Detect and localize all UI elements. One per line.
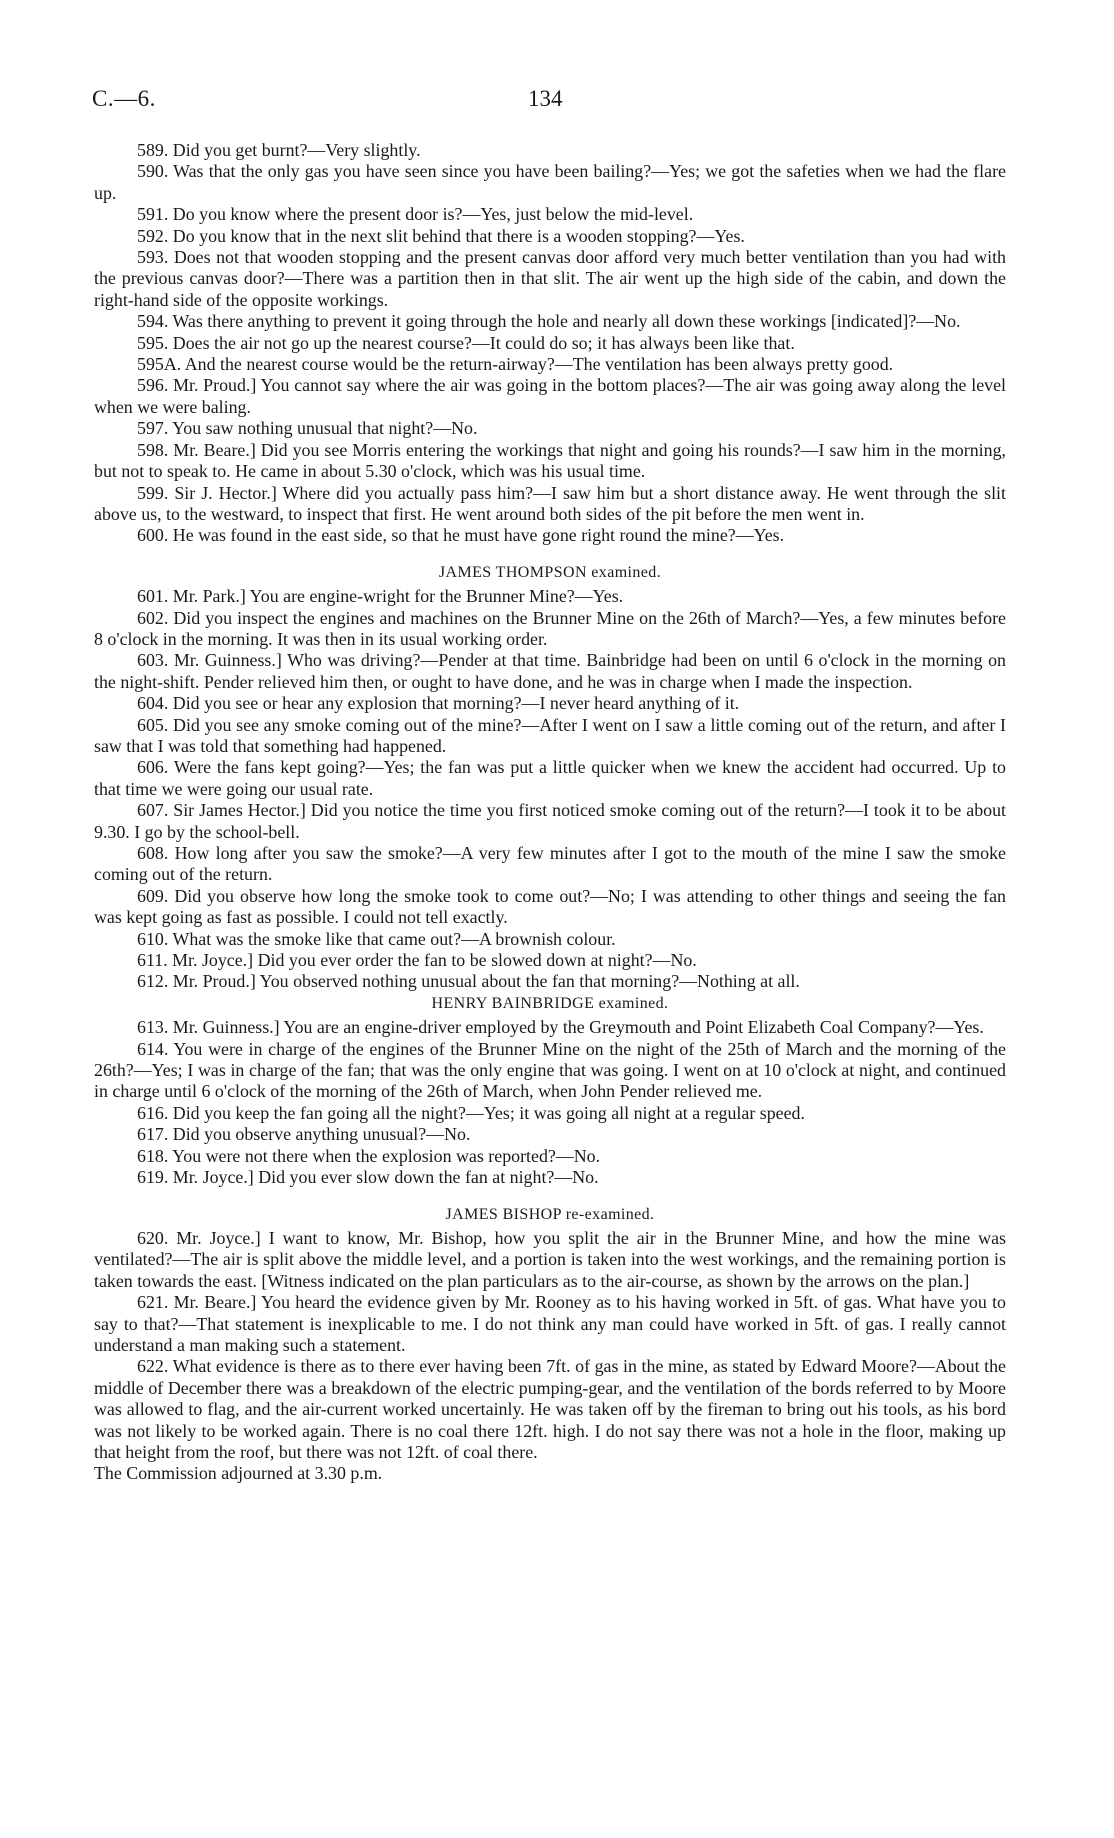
paragraph: 601. Mr. Park.] You are engine-wright for the Brunner Mine?—Yes. <box>137 586 624 607</box>
paragraph: 595A. And the nearest course would be the return-airway?—The ventilation has been always pretty good. <box>137 354 894 375</box>
document-code: C.—6. <box>92 86 156 111</box>
paragraph: 597. You saw nothing unusual that night?—No. <box>137 418 478 439</box>
paragraph: 619. Mr. Joyce.] Did you ever slow down the fan at night?—No. <box>137 1167 599 1188</box>
evidence-section-1 <box>94 140 1006 547</box>
page-number: 134 <box>528 86 563 111</box>
paragraph: 589. Did you get burnt?—Very slightly. <box>137 140 421 160</box>
section-heading-bishop: JAMES BISHOP re-examined. <box>445 1205 655 1223</box>
paragraph: 621. Mr. Beare.] You heard the evidence given by Mr. Rooney as to his having worked in 5ft. of gas. What have you to say to that?—That statement is inexplicable to me. I do not think any man could have worked in 5ft. of gas. I really cannot understand a man making such a statement. <box>94 1292 1006 1355</box>
paragraph: 598. Mr. Beare.] Did you see Morris entering the workings that night and going his rounds?—I saw him in the morning, but not to speak to. He came in about 5.30 o'clock, which was his usual time. <box>94 439 1006 482</box>
document-body <box>94 140 1006 1485</box>
evidence-section-4 <box>94 1228 1006 1463</box>
paragraph: 591. Do you know where the present door is?—Yes, just below the mid-level. <box>137 204 694 225</box>
paragraph: 599. Sir J. Hector.] Where did you actually pass him?—I saw him but a short distance away. He went through the slit above us, to the westward, to inspect that first. He went around both sides of the pit before the men went in. <box>94 482 1006 524</box>
evidence-section-2 <box>94 586 1006 993</box>
paragraph: 604. Did you see or hear any explosion that morning?—I never heard anything of it. <box>137 693 740 714</box>
paragraph: 617. Did you observe anything unusual?—No. <box>137 1124 471 1145</box>
section-heading-thompson: JAMES THOMPSON examined. <box>438 563 662 581</box>
paragraph: 600. He was found in the east side, so that he must have gone right round the mine?—Yes. <box>137 525 785 546</box>
paragraph: 609. Did you observe how long the smoke took to come out?—No; I was attending to other things and seeing the fan was kept going as fast as possible. I could not tell exactly. <box>94 885 1006 928</box>
paragraph: 594. Was there anything to prevent it going through the hole and nearly all down these workings [indicated]?—No. <box>137 311 961 332</box>
paragraph: 606. Were the fans kept going?—Yes; the fan was put a little quicker when we knew the accident had occurred. Up to that time we were going our usual rate. <box>94 757 1006 799</box>
paragraph: 605. Did you see any smoke coming out of the mine?—After I went on I saw a little coming out of the return, and after I saw that I was told that something had happened. <box>94 714 1006 756</box>
paragraph: 616. Did you keep the fan going all the night?—Yes; it was going all night at a regular speed. <box>137 1102 805 1123</box>
paragraph: 608. How long after you saw the smoke?—A very few minutes after I got to the mouth of the mine I saw the smoke coming out of the return. <box>94 843 1006 885</box>
evidence-section-3 <box>94 1017 1006 1188</box>
paragraph: 622. What evidence is there as to there ever having been 7ft. of gas in the mine, as stated by Edward Moore?—About the middle of December there was a breakdown of the electric pumping-gear, and the ventilation of the bords referred to by Moore was allowed to flag, and the air-current worked uncertainly. He was taken off by the fireman to bring out his tools, as his bord was not likely to be worked again. There is no coal there 12ft. high. I do not say there was not a hole in the floor, making up that height from the roof, but there was not 12ft. of coal there. <box>94 1356 1006 1462</box>
adjournment-note: The Commission adjourned at 3.30 p.m. <box>94 1463 383 1484</box>
paragraph: 611. Mr. Joyce.] Did you ever order the fan to be slowed down at night?—No. <box>137 950 697 971</box>
paragraph: 607. Sir James Hector.] Did you notice the time you first noticed smoke coming out of the return?—I took it to be about 9.30. I go by the school-bell. <box>94 800 1006 842</box>
section-heading-bainbridge: HENRY BAINBRIDGE examined. <box>431 994 669 1012</box>
paragraph: 613. Mr. Guinness.] You are an engine-driver employed by the Greymouth and Point Elizabeth Coal Company?—Yes. <box>137 1017 984 1038</box>
paragraph: 593. Does not that wooden stopping and the present canvas door afford very much better ventilation than you had with the previous canvas door?—There was a partition then in that slit. The air went up the high side of the cabin, and down the right-hand side of the opposite workings. <box>94 247 1006 310</box>
paragraph: 603. Mr. Guinness.] Who was driving?—Pender at that time. Bainbridge had been on until 6 o'clock in the morning on the night-shift. Pender relieved him then, or ought to have done, and he was in charge when I made the inspection. <box>94 650 1006 692</box>
paragraph: 610. What was the smoke like that came out?—A brownish colour. <box>137 928 616 949</box>
paragraph: 612. Mr. Proud.] You observed nothing unusual about the fan that morning?—Nothing at all. <box>137 971 800 992</box>
paragraph: 596. Mr. Proud.] You cannot say where the air was going in the bottom places?—The air was going away along the level when we were baling. <box>94 375 1006 417</box>
paragraph: 614. You were in charge of the engines of the Brunner Mine on the night of the 25th of March and the morning of the 26th?—Yes; I was in charge of the fan; that was the only engine that was going. I went on at 10 o'clock at night, and continued in charge until 6 o'clock of the morning of the 26th of March, when John Pender relieved me. <box>94 1038 1006 1102</box>
paragraph: 602. Did you inspect the engines and machines on the Brunner Mine on the 26th of March?—Yes, a few minutes before 8 o'clock in the morning. It was then in its usual working order. <box>94 607 1006 649</box>
paragraph: 590. Was that the only gas you have seen since you have been bailing?—Yes; we got the safeties when we had the flare up. <box>94 161 1006 203</box>
paragraph: 618. You were not there when the explosion was reported?—No. <box>137 1145 601 1166</box>
paragraph: 620. Mr. Joyce.] I want to know, Mr. Bishop, how you split the air in the Brunner Mine, and how the mine was ventilated?—The air is split above the middle level, and a portion is taken into the west workings, and the remaining portion is taken towards the east. [Witness indicated on the plan particulars as to the air-course, as shown by the arrows on the plan.] <box>94 1227 1006 1291</box>
page-header <box>92 86 1022 116</box>
paragraph: 592. Do you know that in the next slit behind that there is a wooden stopping?—Yes. <box>137 225 745 246</box>
paragraph: 595. Does the air not go up the nearest course?—It could do so; it has always been like that. <box>137 332 795 353</box>
